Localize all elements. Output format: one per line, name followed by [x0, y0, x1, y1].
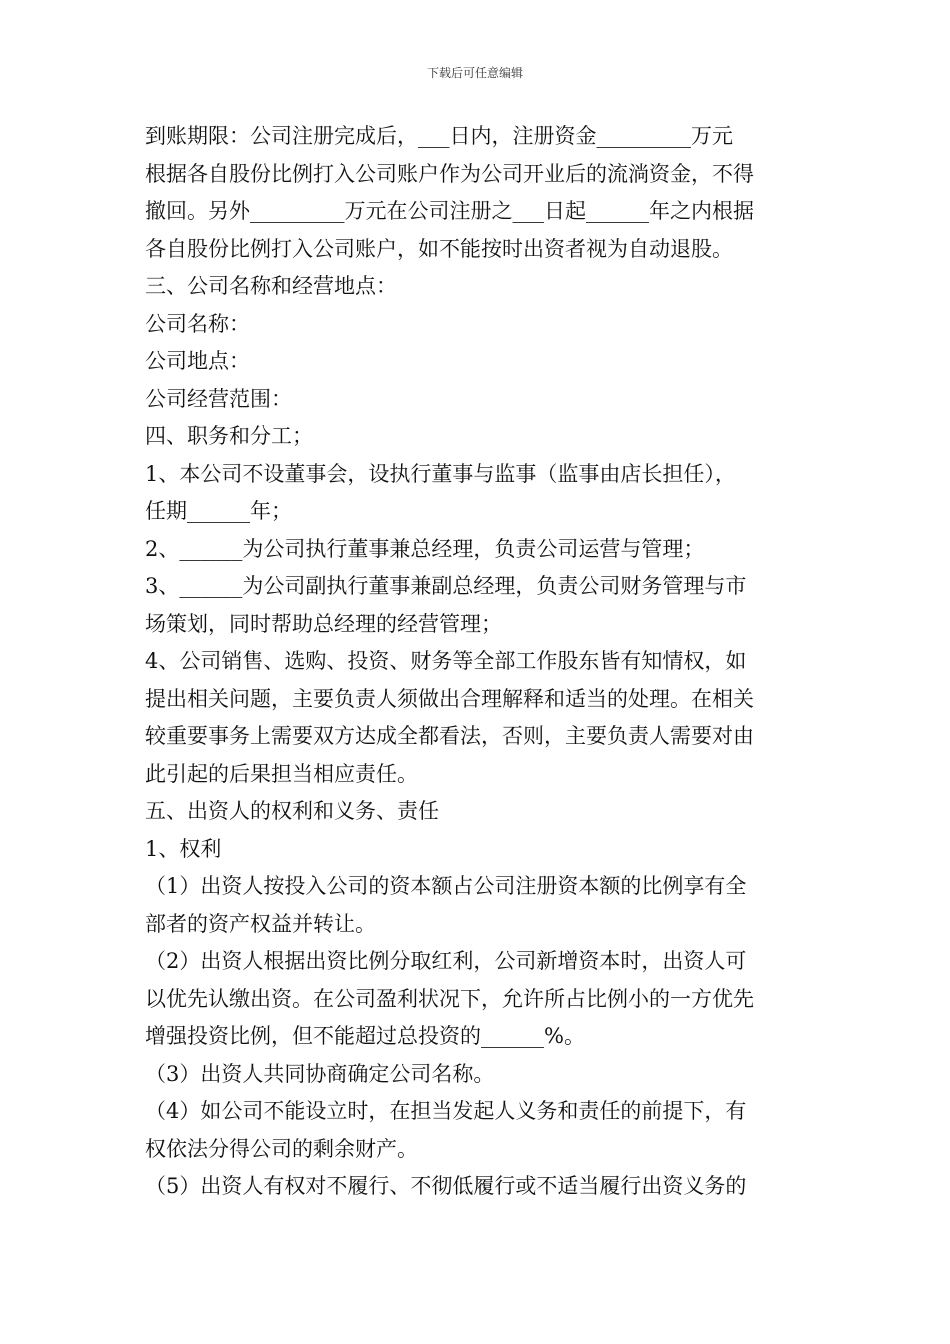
text-line: 提出相关问题，主要负责人须做出合理解释和适当的处理。在相关: [145, 686, 754, 711]
text-line: （5）出资人有权对不履行、不彻低履行或不适当履行出资义务的: [145, 1174, 747, 1198]
section-heading: 三、公司名称和经营地点：: [145, 274, 397, 298]
text-line: （1）出资人按投入公司的资本额占公司注册资本额的比例享有全: [145, 874, 747, 898]
section-heading: 四、职务和分工；: [145, 424, 313, 448]
text-line: 根据各自股份比例打入公司账户作为公司开业后的流淌资金，不得: [145, 161, 754, 186]
text-line: 到账期限：公司注册完成后，___日内，注册资金_________万元: [145, 124, 733, 148]
text-line: 以优先认缴出资。在公司盈利状况下，允许所占比例小的一方优先: [145, 986, 754, 1011]
text-line: 2、______为公司执行董事兼总经理，负责公司运营与管理；: [145, 536, 705, 561]
text-line: 增强投资比例，但不能超过总投资的______%。: [145, 1024, 585, 1048]
text-line: 4、公司销售、选购、投资、财务等全部工作股东皆有知情权，如: [145, 649, 747, 673]
text-line: 场策划，同时帮助总经理的经营管理；: [145, 611, 502, 636]
text-line: 撤回。另外_________万元在公司注册之___日起______年之内根据: [145, 199, 754, 223]
text-line: 公司经营范围：: [145, 386, 292, 411]
text-line: （2）出资人根据出资比例分取红利，公司新增资本时，出资人可: [145, 949, 747, 973]
text-line: 权依法分得公司的剩余财产。: [145, 1136, 418, 1161]
text-line: 公司名称：: [145, 311, 250, 336]
text-line: 1、本公司不设董事会，设执行董事与监事（监事由店长担任），: [145, 461, 736, 486]
text-line: 各自股份比例打入公司账户，如不能按时出资者视为自动退股。: [145, 236, 733, 261]
text-line: 任期______年；: [145, 499, 292, 523]
text-line: 3、______为公司副执行董事兼副总经理，负责公司财务管理与市: [145, 574, 747, 598]
text-line: 较重要事务上需要双方达成全都看法，否则，主要负责人需要对由: [145, 724, 754, 748]
text-line: 公司地点：: [145, 349, 250, 373]
text-line: （3）出资人共同协商确定公司名称。: [145, 1061, 495, 1086]
text-line: 部者的资产权益并转让。: [145, 911, 376, 936]
page-header: 下载后可任意编辑: [426, 66, 523, 80]
text-line: 此引起的后果担当相应责任。: [145, 761, 418, 786]
text-line: 1、权利: [145, 836, 222, 861]
section-heading: 五、出资人的权利和义务、责任: [145, 799, 439, 823]
document-body: [145, 118, 810, 1206]
text-line: （4）如公司不能设立时，在担当发起人义务和责任的前提下，有: [145, 1099, 747, 1123]
